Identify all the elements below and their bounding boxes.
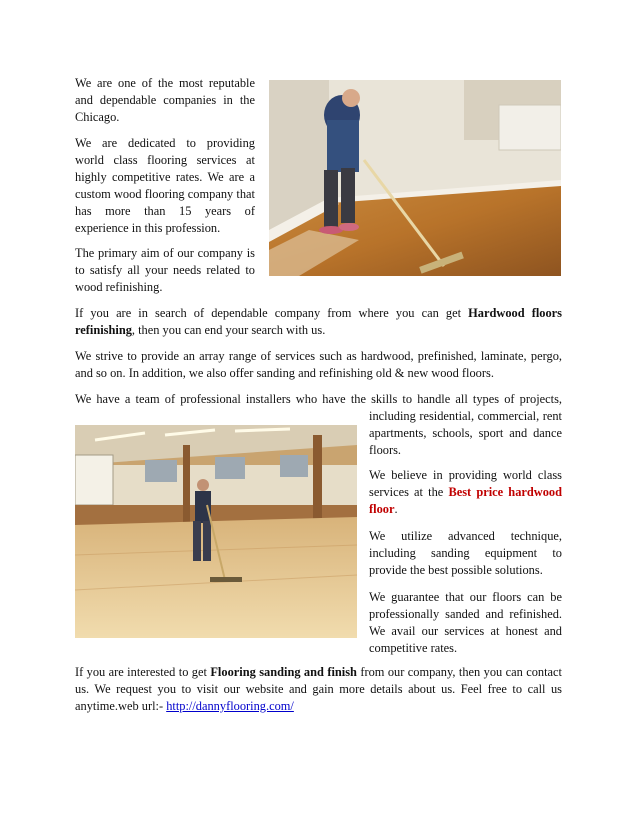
floor-sanding-photo bbox=[269, 80, 561, 276]
search-paragraph bbox=[75, 305, 562, 339]
utilize-paragraph: We utilize advanced technique, including sanding equipment to provide the best possible solutions. bbox=[369, 529, 562, 577]
search-text-before: If you are in search of dependable company from where you can get bbox=[75, 306, 469, 320]
intro-paragraph-3: The primary aim of our company is to satisfy all your needs related to wood refinishing. bbox=[75, 246, 255, 294]
website-link[interactable]: http://dannyflooring.com/ bbox=[166, 699, 294, 713]
intro-paragraph-1: We are one of the most reputable and dependable companies in the Chicago. bbox=[75, 76, 255, 124]
closing-text-before: If you are interested to get bbox=[75, 665, 211, 679]
intro-paragraph-2: We are dedicated to providing world class flooring services at highly competitive rates. We are a custom wood flooring company that has more than 15 years of experience in this profession. bbox=[75, 136, 255, 235]
flooring-sanding-keyword: Flooring sanding and finish bbox=[210, 665, 357, 679]
believe-text-after: . bbox=[394, 502, 398, 516]
hall-floor-photo bbox=[75, 425, 357, 638]
believe-paragraph bbox=[369, 467, 562, 518]
strive-paragraph: We strive to provide an array range of services such as hardwood, prefinished, laminate, pergo, and so on. In addition, we also offer sanding and refinishing old & new wood floors. bbox=[75, 349, 562, 380]
guarantee-paragraph: We guarantee that our floors can be professionally sanded and refinished. We avail our services at honest and competitive rates. bbox=[369, 590, 562, 655]
closing-paragraph bbox=[75, 664, 562, 715]
team-paragraph-rest: including residential, commercial, rent apartments, schools, sport and dance floors. bbox=[369, 409, 562, 457]
believe-text-before: We believe in providing world class services at the bbox=[369, 468, 562, 499]
closing-text-after: from our company, then you can contact us. We request you to visit our website and gain more details about us. Feel free to call us anytime.web url:- bbox=[75, 665, 562, 713]
hardwood-refinishing-keyword: Hardwood floors refinishing bbox=[75, 306, 562, 337]
team-paragraph-line: We have a team of professional installers who have the skills to handle all types of projects, bbox=[75, 392, 562, 406]
best-price-keyword: Best price hardwood floor bbox=[369, 485, 563, 516]
search-text-after: , then you can end your search with us. bbox=[131, 323, 326, 337]
